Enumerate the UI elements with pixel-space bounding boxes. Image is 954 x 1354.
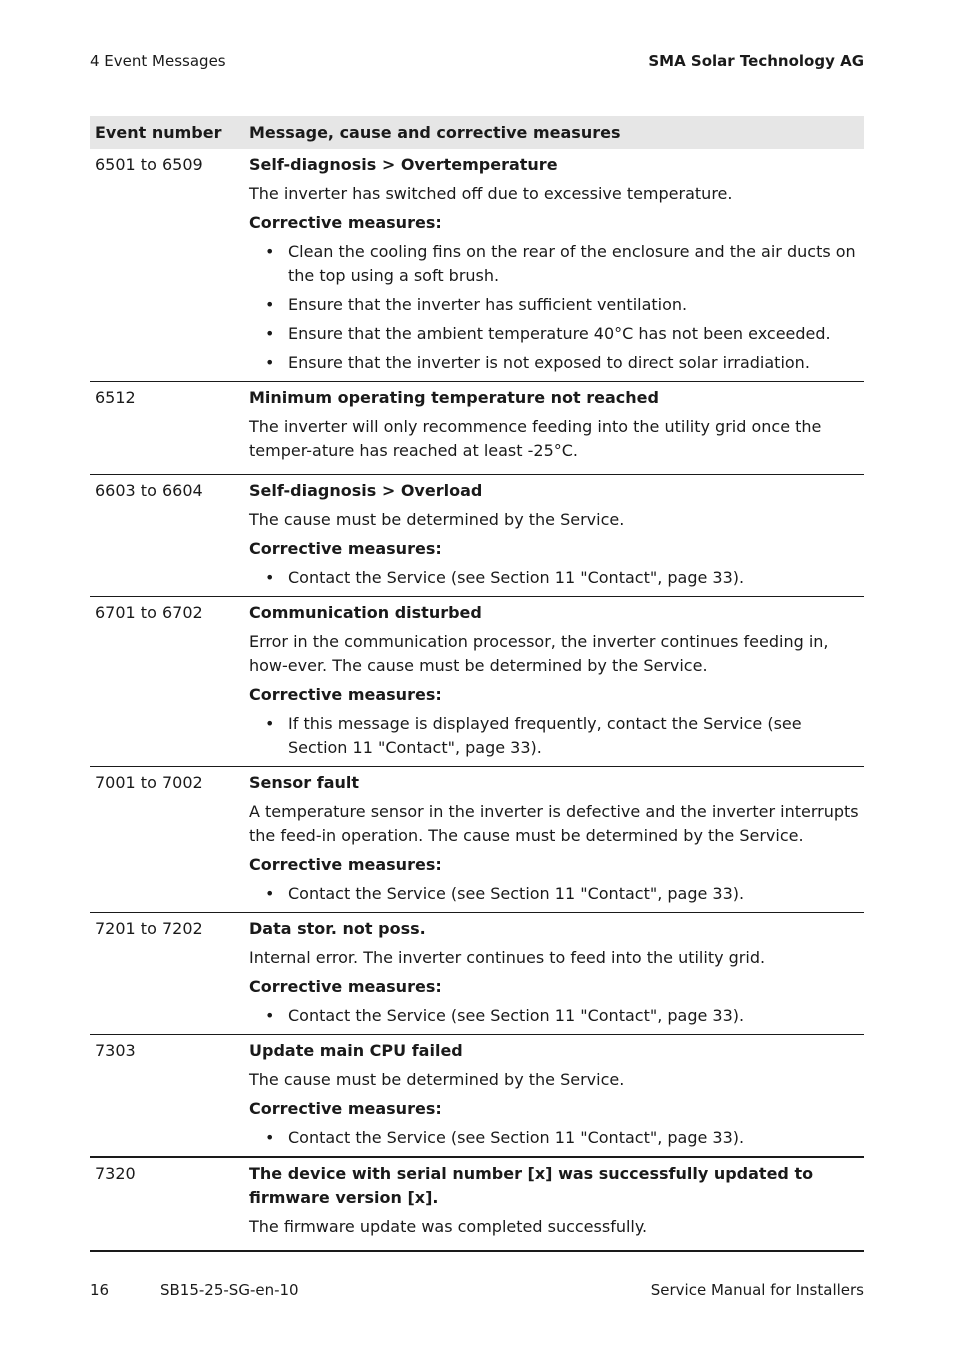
list-item — [249, 351, 859, 375]
corrective-measures-label: Corrective measures: — [249, 539, 442, 558]
event-description: The cause must be determined by the Service. — [249, 510, 625, 529]
measure-text: Ensure that the ambient temperature 40°C has not been exceeded. — [288, 324, 831, 343]
corrective-measures-list — [249, 566, 859, 590]
measure-text: Contact the Service (see Section 11 "Contact", page 33). — [288, 884, 745, 903]
message-cell — [244, 597, 864, 767]
list-item — [249, 1004, 859, 1028]
corrective-measures-label: Corrective measures: — [249, 855, 442, 874]
page-footer — [90, 1281, 864, 1299]
table-row — [90, 1035, 864, 1158]
page-number: 16 — [90, 1281, 110, 1299]
list-item — [249, 322, 859, 346]
corrective-measures-list — [249, 712, 859, 760]
message-cell — [244, 1035, 864, 1158]
event-title: Data stor. not poss. — [249, 919, 426, 938]
table-row — [90, 913, 864, 1035]
list-item — [249, 566, 859, 590]
column-header-message: Message, cause and corrective measures — [244, 116, 864, 149]
bullet-icon: • — [265, 884, 275, 903]
table-header-row — [90, 116, 864, 149]
table-row — [90, 382, 864, 475]
measure-text: Contact the Service (see Section 11 "Contact", page 33). — [288, 1128, 745, 1147]
event-number-cell: 7201 to 7202 — [90, 913, 244, 1035]
event-title: Communication disturbed — [249, 603, 482, 622]
message-cell — [244, 149, 864, 382]
event-number-cell: 7303 — [90, 1035, 244, 1158]
bullet-icon: • — [265, 295, 275, 314]
page-header — [90, 52, 864, 70]
event-title: Minimum operating temperature not reached — [249, 388, 659, 407]
event-title: Sensor fault — [249, 773, 360, 792]
event-number-cell: 6701 to 6702 — [90, 597, 244, 767]
list-item — [249, 1126, 859, 1150]
event-rows — [90, 149, 864, 1251]
event-number-cell: 6603 to 6604 — [90, 475, 244, 597]
message-cell — [244, 767, 864, 913]
corrective-measures-list — [249, 240, 859, 375]
corrective-measures-label: Corrective measures: — [249, 685, 442, 704]
corrective-measures-label: Corrective measures: — [249, 1099, 442, 1118]
event-description: The inverter has switched off due to excessive temperature. — [249, 184, 733, 203]
table-row — [90, 597, 864, 767]
message-cell — [244, 1157, 864, 1251]
message-cell — [244, 475, 864, 597]
table-row — [90, 475, 864, 597]
event-description: Internal error. The inverter continues to feed into the utility grid. — [249, 948, 766, 967]
list-item — [249, 240, 859, 288]
corrective-measures-list — [249, 1126, 859, 1150]
document-code: SB15-25-SG-en-10 — [160, 1281, 299, 1299]
measure-text: Ensure that the inverter is not exposed to direct solar irradiation. — [288, 353, 810, 372]
manual-title: Service Manual for Installers — [650, 1281, 864, 1299]
list-item — [249, 712, 859, 760]
table-row — [90, 1157, 864, 1251]
corrective-measures-label: Corrective measures: — [249, 977, 442, 996]
event-title: Self-diagnosis > Overtemperature — [249, 155, 558, 174]
event-title: The device with serial number [x] was successfully updated to firmware version [x]. — [249, 1164, 814, 1207]
bullet-icon: • — [265, 568, 275, 587]
bullet-icon: • — [265, 714, 275, 733]
column-header-event-number: Event number — [90, 116, 244, 149]
event-title: Self-diagnosis > Overload — [249, 481, 483, 500]
event-messages-table — [90, 116, 864, 1252]
bullet-icon: • — [265, 1128, 275, 1147]
corrective-measures-list — [249, 882, 859, 906]
list-item — [249, 882, 859, 906]
measure-text: Clean the cooling fins on the rear of the enclosure and the air ducts on the top using a soft brush. — [288, 242, 856, 285]
event-title: Update main CPU failed — [249, 1041, 463, 1060]
table-row — [90, 767, 864, 913]
table-row — [90, 149, 864, 382]
event-number-cell: 7001 to 7002 — [90, 767, 244, 913]
event-description: The inverter will only recommence feeding into the utility grid once the temper-ature has reached at least -25°C. — [249, 417, 822, 460]
bullet-icon: • — [265, 324, 275, 343]
corrective-measures-label: Corrective measures: — [249, 213, 442, 232]
message-cell — [244, 913, 864, 1035]
measure-text: Contact the Service (see Section 11 "Contact", page 33). — [288, 1006, 745, 1025]
event-description: Error in the communication processor, the inverter continues feeding in, how-ever. The cause must be determined by the Service. — [249, 632, 829, 675]
event-number-cell: 6501 to 6509 — [90, 149, 244, 382]
measure-text: Contact the Service (see Section 11 "Contact", page 33). — [288, 568, 745, 587]
chapter-title: 4 Event Messages — [90, 52, 226, 70]
bullet-icon: • — [265, 353, 275, 372]
measure-text: If this message is displayed frequently, contact the Service (see Section 11 "Contact", page 33). — [288, 714, 802, 757]
message-cell — [244, 382, 864, 475]
bullet-icon: • — [265, 1006, 275, 1025]
list-item — [249, 293, 859, 317]
measure-text: Ensure that the inverter has sufficient ventilation. — [288, 295, 688, 314]
event-description: The firmware update was completed successfully. — [249, 1217, 648, 1236]
company-name: SMA Solar Technology AG — [648, 52, 864, 70]
bullet-icon: • — [265, 242, 275, 261]
event-description: The cause must be determined by the Service. — [249, 1070, 625, 1089]
event-number-cell: 6512 — [90, 382, 244, 475]
event-number-cell: 7320 — [90, 1157, 244, 1251]
event-description: A temperature sensor in the inverter is defective and the inverter interrupts the feed-in operation. The cause must be determined by the Service. — [249, 802, 859, 845]
corrective-measures-list — [249, 1004, 859, 1028]
